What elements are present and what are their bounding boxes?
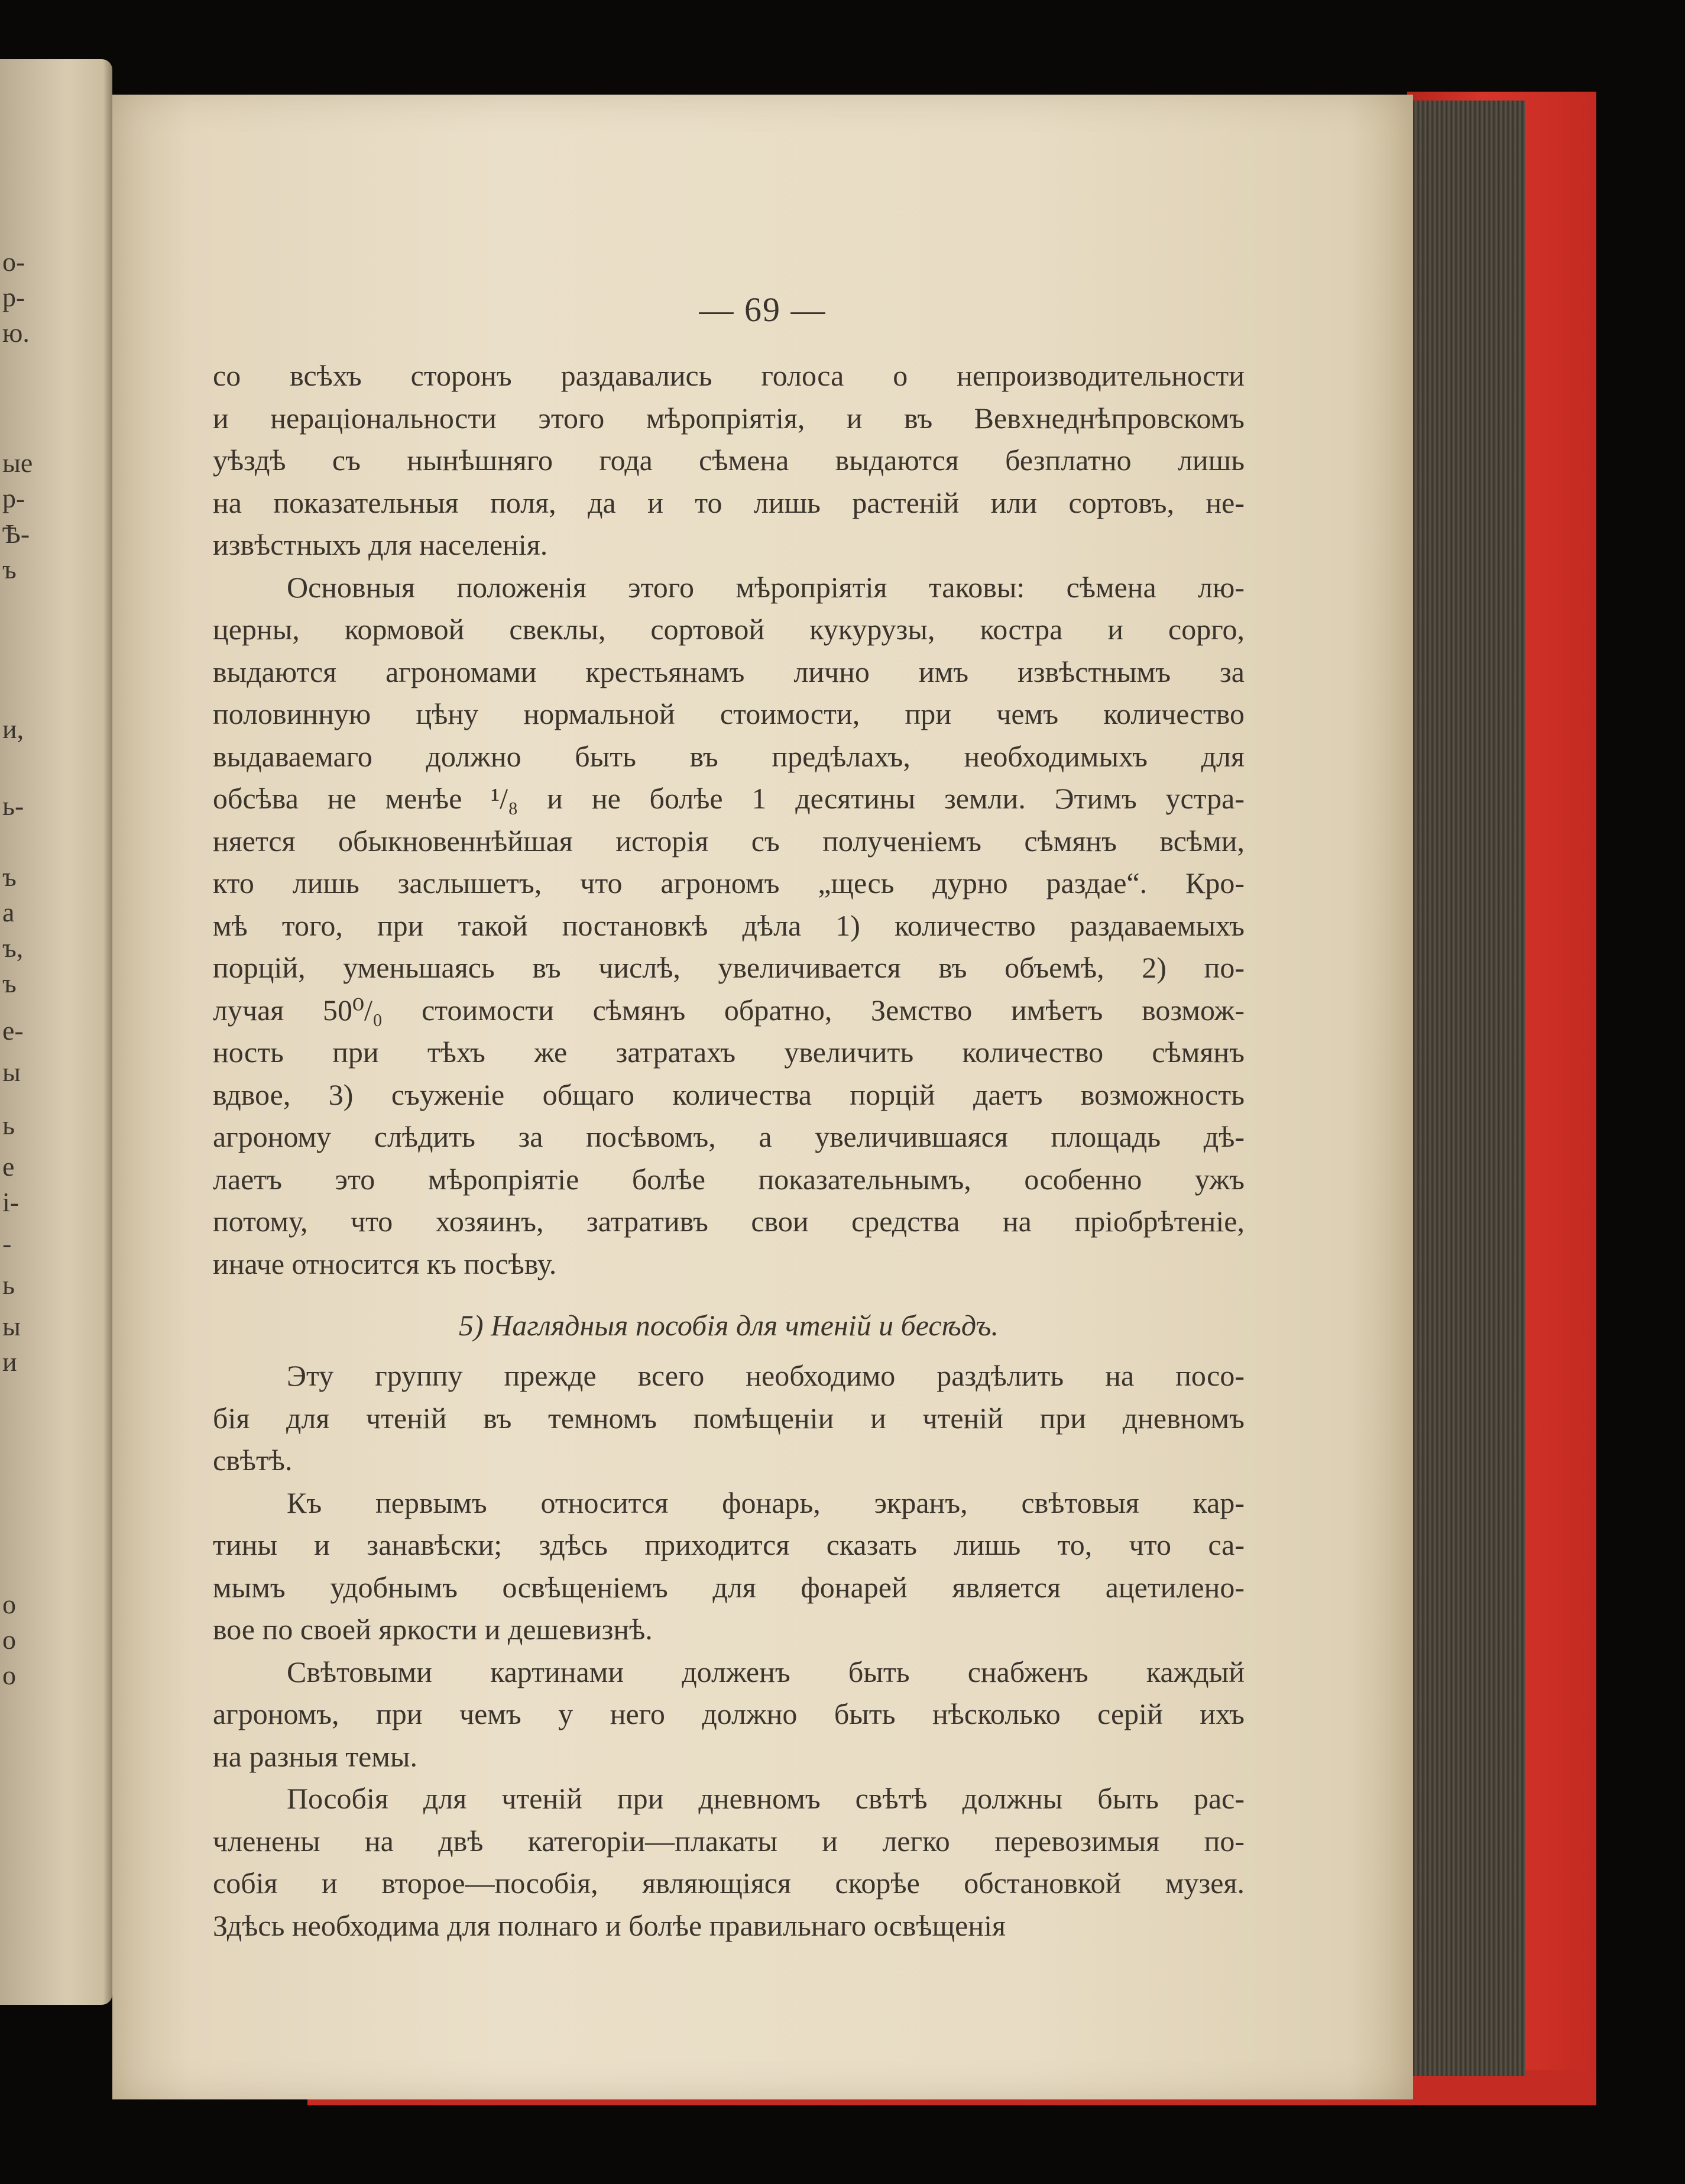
left-page-fragment: а [2,897,15,927]
left-page-fragment: - [2,1228,12,1258]
text-line: на показательныя поля, да и то лишь растеній или сортовъ, не- [213,486,1245,519]
text-line: выдаваемаго должно быть въ предѣлахъ, необходимыхъ для [213,739,1245,773]
text-line: вдвое, 3) съуженіе общаго количества порцій даетъ возможность [213,1078,1245,1111]
left-page-fragment: ъ [2,862,17,892]
text-line: лаетъ это мѣропріятіе болѣе показательнымъ, особенно ужъ [213,1162,1245,1196]
section-heading: 5) Наглядныя пособія для чтеній и бесѣдъ. [459,1309,999,1342]
text-line: со всѣхъ сторонъ раздавались голоса о непроизводительности [213,359,1245,392]
left-page-fragment: Ѣ- [2,519,30,549]
text-line: иначе относится къ посѣву. [213,1247,557,1280]
left-page-fragment: ь [2,1110,15,1140]
left-page-fragment: і- [2,1187,20,1217]
page-text [213,355,1245,1947]
text-line: Пособія для чтеній при дневномъ свѣтѣ должны быть рас- [287,1782,1245,1815]
left-page-fragment: и, [2,714,24,744]
left-page-fragment: о- [2,247,25,277]
text-line: извѣстныхъ для населенія. [213,528,548,561]
text-line: агроному слѣдить за посѣвомъ, а увеличившаяся площадь дѣ- [213,1120,1245,1153]
text-line: мѣ того, при такой постановкѣ дѣла 1) количество раздаваемыхъ [213,908,1245,942]
text-line: собія и второе—пособія, являющіяся скорѣе обстановкой музея. [213,1866,1245,1900]
page-stack-edges [1413,101,1525,2076]
text-line: обсѣва не менѣе ¹/₈ и не болѣе 1 десятины земли. Этимъ устра- [213,782,1245,815]
left-page-fragment: ъ [2,968,17,998]
text-line: агрономъ, при чемъ у него должно быть нѣсколько серій ихъ [213,1697,1245,1730]
text-line: церны, кормовой свеклы, сортовой кукурузы, костра и сорго, [213,613,1245,646]
text-line: тины и занавѣски; здѣсь приходится сказать лишь то, что са- [213,1528,1245,1561]
left-page-fragment: е- [2,1015,24,1046]
text-line: Свѣтовыми картинами долженъ быть снабженъ каждый [287,1655,1245,1688]
left-page-fragment: е [2,1151,15,1182]
text-line: половинную цѣну нормальной стоимости, при чемъ количество [213,697,1245,730]
text-line: уѣздѣ съ нынѣшняго года сѣмена выдаются безплатно лишь [213,444,1245,477]
text-line: членены на двѣ категоріи—плакаты и легко перевозимыя по- [213,1824,1245,1858]
text-line: Основныя положенія этого мѣропріятія таковы: сѣмена лю- [287,570,1245,604]
text-line: Къ первымъ относится фонарь, экранъ, свѣтовыя кар- [287,1486,1245,1519]
left-page-fragment: ъ, [2,933,24,963]
text-line: порцій, уменьшаясь въ числѣ, увеличивается въ объемѣ, 2) по- [213,951,1245,984]
text-line: няется обыкновеннѣйшая исторія съ полученіемъ сѣмянъ всѣми, [213,824,1245,858]
left-page-fragment: ы [2,1057,21,1087]
text-line: на разныя темы. [213,1739,418,1773]
left-page-fragment: р- [2,483,25,513]
text-line: лучая 50⁰/₀ стоимости сѣмянъ обратно, Земство имѣетъ возмож- [213,993,1245,1027]
left-page-fragment: о [2,1589,16,1619]
left-page-fragment: ые [2,448,33,478]
left-page-fragment: ь [2,1270,15,1300]
text-line: ность при тѣхъ же затратахъ увеличить количество сѣмянъ [213,1036,1245,1069]
left-page-fragment: ъ [2,554,17,584]
left-page-fragment: о [2,1660,16,1690]
text-line: кто лишь заслышетъ, что агрономъ „щесь дурно раздае“. Кро- [213,866,1245,900]
right-page [112,95,1413,2099]
left-page-fragment: ы [2,1311,21,1341]
left-page-fragment: р- [2,282,25,312]
page-number: — 69 — [699,290,827,329]
left-page-fragment: ь- [2,791,24,821]
text-line: Эту группу прежде всего необходимо раздѣлить на посо- [287,1359,1245,1392]
left-page-fragment: о [2,1625,16,1655]
text-line: мымъ удобнымъ освѣщеніемъ для фонарей является ацетилено- [213,1570,1245,1604]
text-line: вое по своей яркости и дешевизнѣ. [213,1613,653,1646]
left-page-fragment: ю. [2,318,30,348]
text-line: выдаются агрономами крестьянамъ лично имъ извѣстнымъ за [213,655,1245,688]
left-page-fragment: и [2,1347,17,1377]
text-line: бія для чтеній въ темномъ помѣщеніи и чтеній при дневномъ [213,1401,1245,1435]
text-line: потому, что хозяинъ, затративъ свои средства на пріобрѣтеніе, [213,1205,1245,1238]
text-line: Здѣсь необходима для полнаго и болѣе правильнаго освѣщенія [213,1908,1006,1942]
left-page [0,59,112,2005]
text-line: и нераціональности этого мѣропріятія, и въ Вевхнеднѣпровскомъ [213,401,1245,435]
text-line: свѣтѣ. [213,1444,293,1477]
